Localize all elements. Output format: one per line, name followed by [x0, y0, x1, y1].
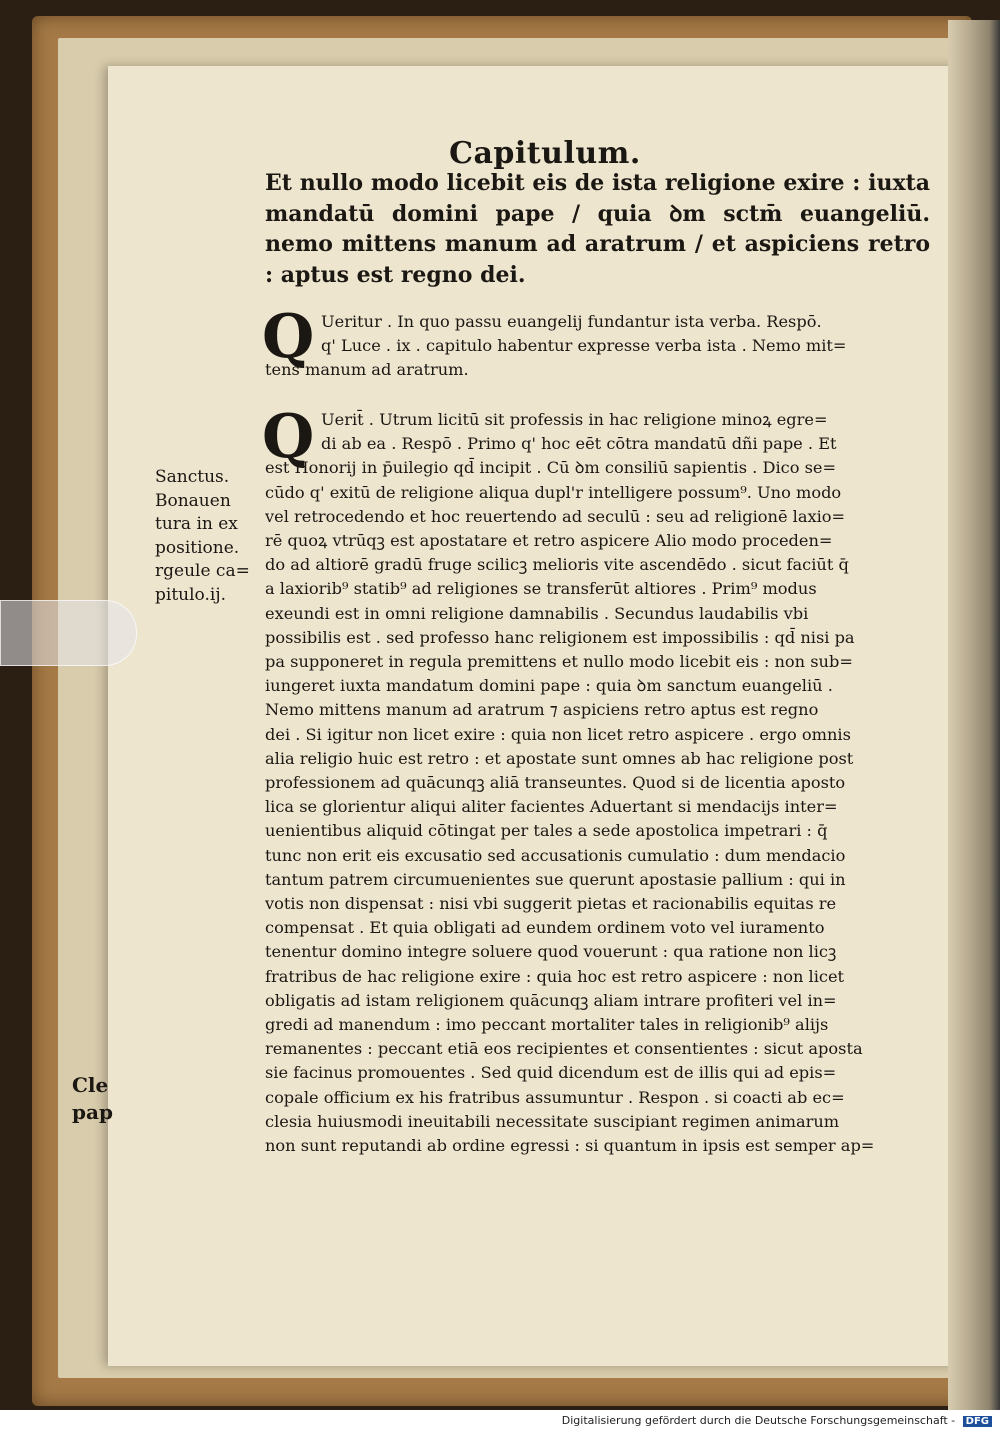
- text-line: copale officium ex his fratribus assumuntur . Respon . si coacti ab ec=: [265, 1087, 845, 1107]
- text-line: do ad altiorē gradū fruge scilicꝫ melioris vite ascendēdo . sicut faciūt q̄: [265, 555, 849, 575]
- text-line: iungeret iuxta mandatum domini pape : quia ꝺm sanctum euangeliū .: [265, 676, 833, 696]
- text-line: non sunt reputandi ab ordine egressi : si quantum in ipsis est semper ap=: [265, 1136, 875, 1156]
- text-line: alia religio huic est retro : et apostate sunt omnes ab hac religione post: [265, 748, 854, 768]
- paragraph-question-2: [262, 402, 930, 1158]
- dfg-logo: DFG: [963, 1416, 992, 1427]
- footer-credit: [0, 1414, 1000, 1432]
- text-line: pa supponeret in regula premittens et nullo modo licebit eis : non sub=: [265, 652, 853, 672]
- plastic-page-holder: [0, 600, 137, 666]
- text-line: gredi ad manendum : imo peccant mortaliter tales in religionib⁹ alijs: [265, 1015, 829, 1035]
- book-spine: [948, 20, 1000, 1410]
- text-line: tens manum ad aratrum.: [265, 360, 469, 380]
- text-line: votis non dispensat : nisi vbi suggerit pietas et racionabilis equitas re: [265, 894, 837, 914]
- margin-note-line: pitulo.ij.: [155, 584, 226, 605]
- margin-note-line: Bonauen: [155, 490, 231, 511]
- text-line: rē quoꝝ vtrūqꝫ est apostatare et retro aspicere Alio modo proceden=: [265, 531, 833, 551]
- text-line: tenentur domino integre soluere quod vouerunt : qua ratione non licꝫ: [265, 942, 837, 962]
- drop-cap-initial: Q: [262, 302, 315, 372]
- text-line: vel retrocedendo et hoc reuertendo ad seculū : seu ad religionē laxio=: [265, 506, 846, 526]
- text-line: exeundi est in omni religione damnabilis . Secundus laudabilis vbi: [265, 603, 809, 623]
- text-line: Ueritur . In quo passu euangelij fundantur ista verba. Respō.: [321, 312, 822, 331]
- text-line: Nemo mittens manum ad aratrum ⁊ aspiciens retro aptus est regno: [265, 700, 819, 720]
- text-line: clesia huiusmodi ineuitabili necessitate suscipiant regimen animarum: [265, 1111, 840, 1131]
- fragment-line: Cle: [72, 1073, 109, 1097]
- margin-note-line: positione.: [155, 537, 240, 558]
- chapter-title: Capitulum.: [449, 136, 641, 171]
- text-line: remanentes : peccant etiā eos recipientes et consentientes : sicut aposta: [265, 1039, 863, 1059]
- text-line: tunc non erit eis excusatio sed accusationis cumulatio : dum mendacio: [265, 845, 846, 865]
- text-line: a laxiorib⁹ statib⁹ ad religiones se transferūt altiores . Prim⁹ modus: [265, 579, 817, 599]
- text-line: compensat . Et quia obligati ad eundem ordinem voto vel iuramento: [265, 918, 825, 938]
- fragment-line: pap: [72, 1100, 113, 1124]
- drop-cap-initial: Q: [262, 402, 315, 472]
- footer-text: Digitalisierung gefördert durch die Deutsche Forschungsgemeinschaft -: [561, 1414, 956, 1427]
- text-line: q' Luce . ix . capitulo habentur expresse verba ista . Nemo mit=: [321, 336, 847, 356]
- margin-note-line: Sanctus.: [155, 467, 230, 487]
- margin-note: [155, 466, 261, 607]
- text-line: di ab ea . Respō . Primo q' hoc eēt cōtra mandatū dñi pape . Et: [321, 434, 837, 454]
- text-line: uenientibus aliquid cōtingat per tales a sede apostolica impetrari : q̄: [265, 821, 828, 841]
- text-line: obligatis ad istam religionem quācunqꝫ aliam intrare profiteri vel in=: [265, 990, 837, 1010]
- text-line: cūdo q' exitū de religione aliqua dupl'r intelligere possum⁹. Uno modo: [265, 482, 842, 502]
- chapter-rubric: Et nullo modo licebit eis de ista religione exire : iuxta mandatū domini pape / quia ꝺm sctm̄ euangeliū. nemo mittens manum ad aratrum / et aspiciens retro : aptus est regno dei.: [265, 170, 930, 288]
- margin-note-line: tura in ex: [155, 514, 238, 534]
- paragraph-question-1: [262, 302, 930, 383]
- text-line: fratribus de hac religione exire : quia hoc est retro aspicere : non licet: [265, 966, 845, 986]
- text-line: professionem ad quācunqꝫ aliā transeuntes. Quod si de licentia aposto: [265, 773, 846, 793]
- text-line: possibilis est . sed professo hanc religionem est impossibilis : qd̄ nisi pa: [265, 627, 855, 647]
- text-line: tantum patrem circumuenientes sue querunt apostasie pallium : qui in: [265, 869, 846, 889]
- text-line: Uerit̄ . Utrum licitū sit professis in hac religione minoꝝ egre=: [321, 410, 828, 429]
- margin-note-line: rgeule ca=: [155, 561, 250, 581]
- text-line: lica se glorientur aliqui aliter facientes Aduertant si mendacijs inter=: [265, 797, 838, 817]
- adjacent-page-fragment: [72, 1072, 113, 1126]
- text-line: est Honorij in p̄uilegio qd̄ incipit . Cū ꝺm consiliū sapientis . Dico se=: [265, 458, 837, 478]
- text-line: dei . Si igitur non licet exire : quia non licet retro aspicere . ergo omnis: [265, 724, 851, 744]
- text-line: sie facinus promouentes . Sed quid dicendum est de illis qui ad epis=: [265, 1063, 837, 1083]
